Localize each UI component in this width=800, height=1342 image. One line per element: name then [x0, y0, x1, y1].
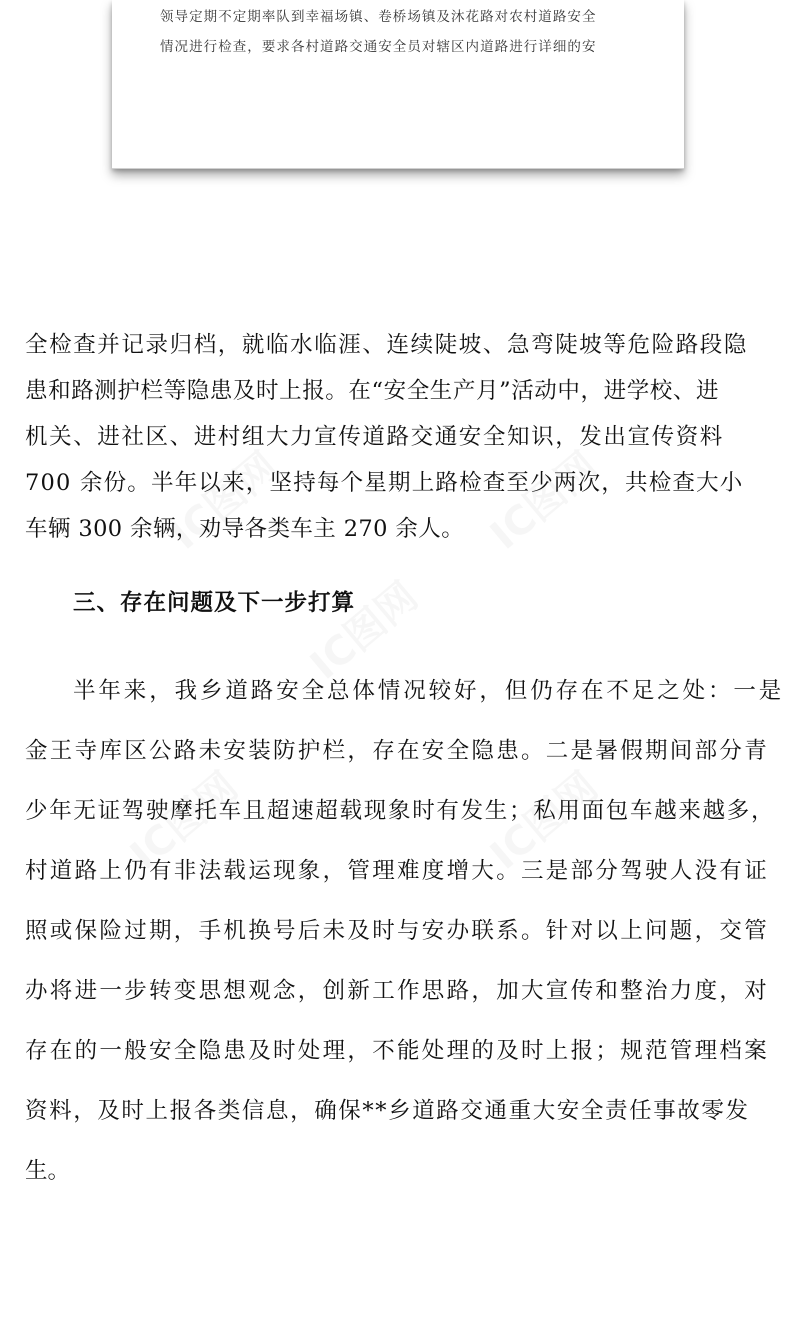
card-text-line: 情况进行检查，要求各村道路交通安全员对辖区内道路进行详细的安 [160, 39, 597, 55]
paragraph-line: 700 余份。半年以来，坚持每个星期上路检查至少两次，共检查大小 [25, 470, 744, 496]
paragraph-line: 车辆 300 余辆，劝导各类车主 270 余人。 [25, 516, 465, 542]
paragraph-line: 全检查并记录归档，就临水临涯、连续陡坡、急弯陡坡等危险路段隐 [25, 332, 749, 358]
paragraph-line: 金王寺库区公路未安装防护栏，存在安全隐患。二是暑假期间部分青 [25, 738, 770, 764]
paragraph-line: 办将进一步转变思想观念，创新工作思路，加大宣传和整治力度，对 [25, 978, 770, 1004]
paragraph-line: 少年无证驾驶摩托车且超速超载现象时有发生；私用面包车越来越多， [25, 798, 776, 824]
paragraph-line: 存在的一般安全隐患及时处理，不能处理的及时上报；规范管理档案 [25, 1038, 770, 1064]
paragraph-line: 生。 [25, 1158, 71, 1184]
page-preview-card [112, 0, 684, 169]
card-text-line: 领导定期不定期率队到幸福场镇、卷桥场镇及沐花路对农村道路安全 [160, 9, 597, 25]
paragraph-line: 半年来，我乡道路安全总体情况较好，但仍存在不足之处：一是 [73, 678, 785, 704]
section-heading: 三、存在问题及下一步打算 [73, 590, 356, 616]
paragraph-line: 照或保险过期，手机换号后未及时与安办联系。针对以上问题，交管 [25, 918, 770, 944]
watermark [296, 567, 428, 691]
watermark [476, 437, 608, 561]
paragraph-line: 患和路测护栏等隐患及时上报。在“安全生产月”活动中，进学校、进 [25, 378, 720, 404]
paragraph-line: 机关、进社区、进村组大力宣传道路交通安全知识，发出宣传资料 [25, 424, 724, 450]
paragraph-line: 村道路上仍有非法载运现象，管理难度增大。三是部分驾驶人没有证 [25, 858, 770, 884]
paragraph-line: 资料，及时上报各类信息，确保**乡道路交通重大安全责任事故零发 [25, 1098, 750, 1124]
